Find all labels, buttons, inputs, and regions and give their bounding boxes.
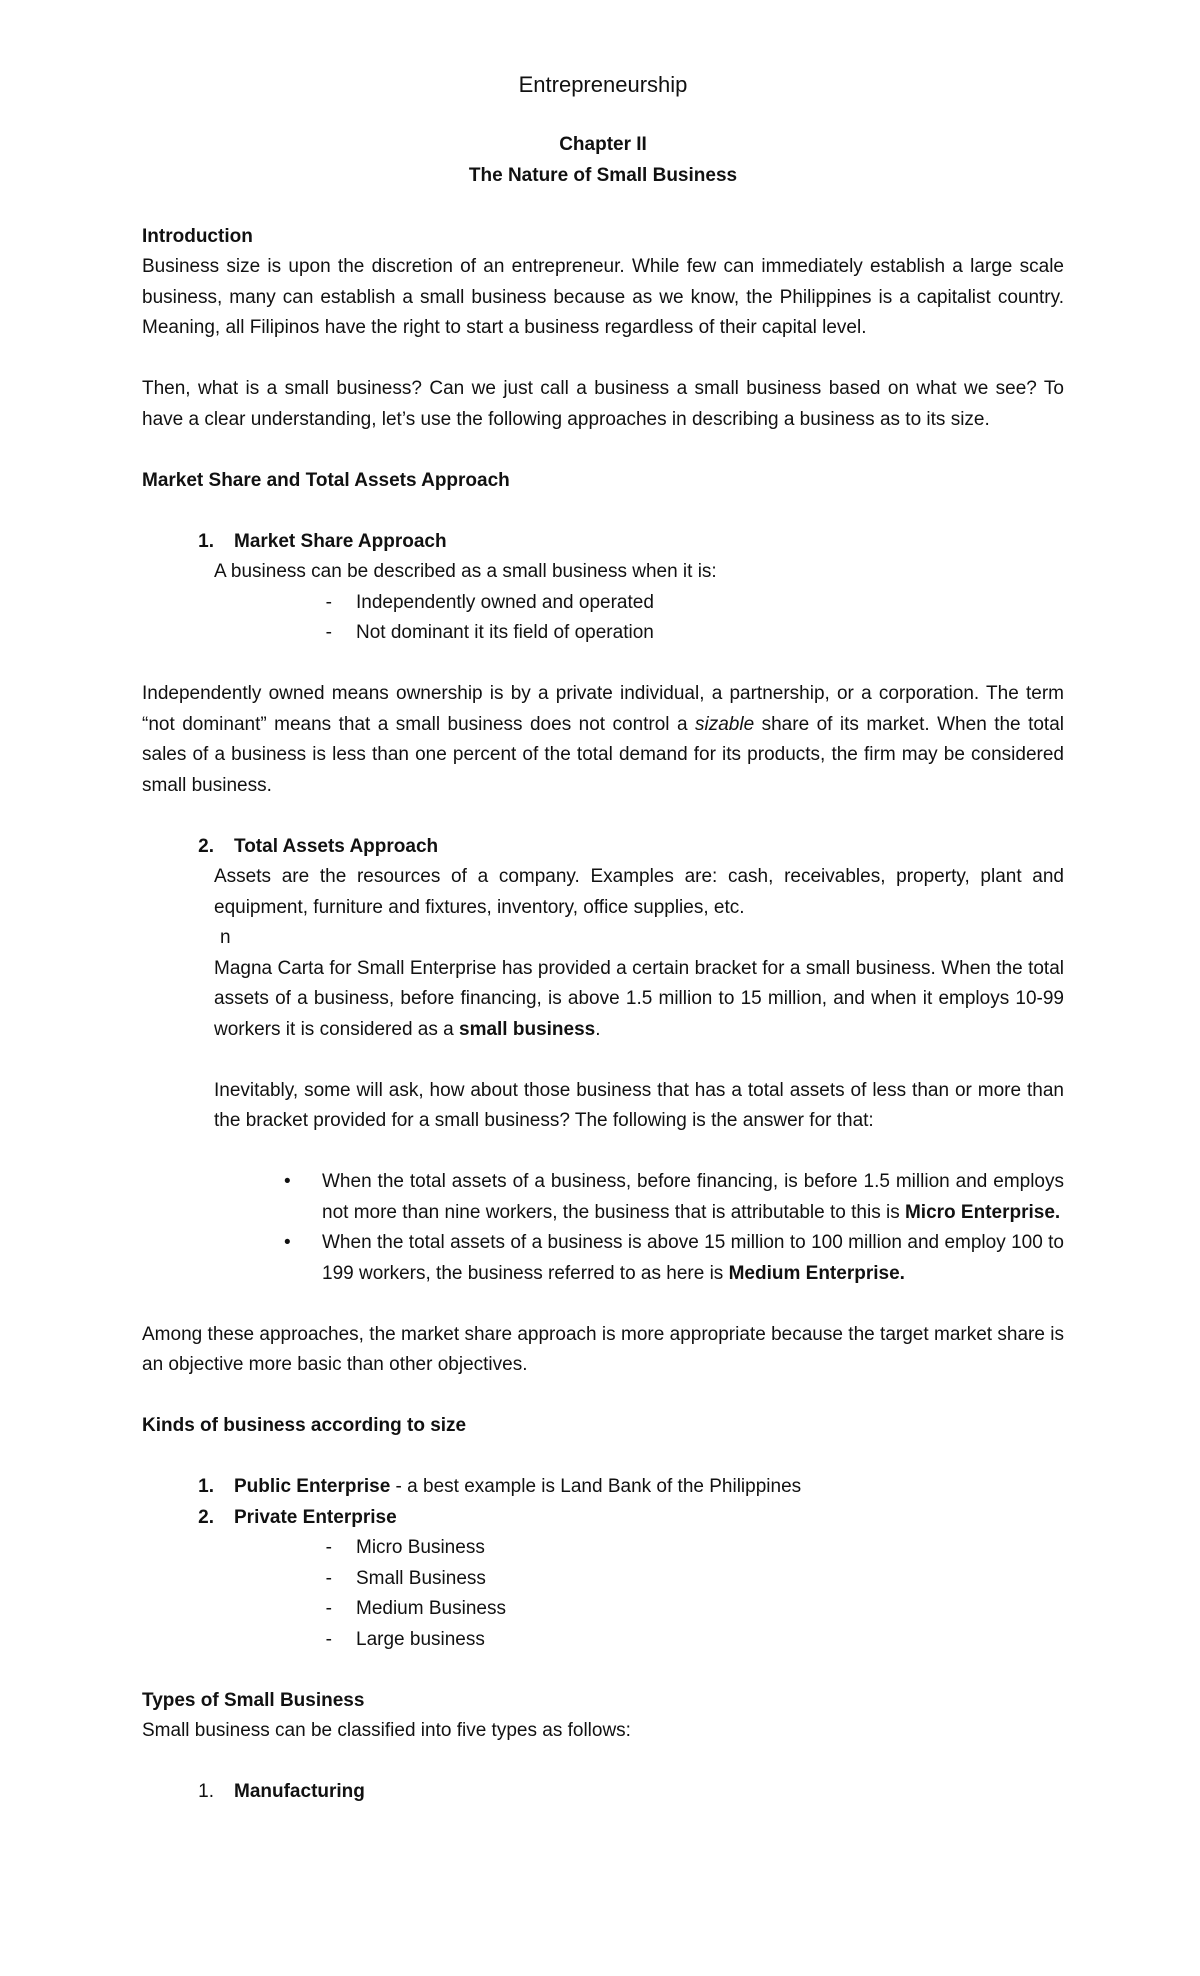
italic-word: sizable — [695, 713, 755, 735]
document-page — [142, 70, 1064, 1808]
dash-marker: - — [325, 1537, 332, 1558]
chapter-number: Chapter II — [559, 134, 647, 155]
list-number: 2. — [198, 835, 214, 857]
list-item — [142, 1594, 1064, 1625]
manufacturing-title: Manufacturing — [234, 1781, 365, 1802]
introduction-heading: Introduction — [142, 225, 253, 247]
bullet-marker: • — [284, 1232, 291, 1253]
public-enterprise-title: Public Enterprise — [234, 1476, 391, 1497]
dash-marker: - — [325, 1567, 332, 1589]
dash-marker: - — [325, 1628, 332, 1650]
magna-carta-paragraph: Magna Carta for Small Enterprise has provided a certain bracket for a small business. When the total assets of a business, before financing, is above 1.5 million to 15 million, and when it employs 10-99 workers it is considered as a small business. — [214, 957, 1064, 1040]
list-item — [142, 588, 1064, 619]
sub-item-text: Large business — [356, 1628, 485, 1650]
sub-item-text: Micro Business — [356, 1537, 485, 1558]
list-item — [142, 1564, 1064, 1595]
public-enterprise-item — [142, 1472, 1064, 1503]
list-item — [142, 618, 1064, 649]
private-enterprise-title: Private Enterprise — [234, 1506, 397, 1528]
approach-heading: Market Share and Total Assets Approach — [142, 469, 510, 491]
bold-term: Micro Enterprise. — [904, 1201, 1061, 1223]
bold-term: small business — [459, 1018, 596, 1040]
market-share-points — [142, 588, 1064, 649]
dash-marker: - — [325, 1598, 332, 1619]
list-item — [142, 1625, 1064, 1656]
kinds-heading: Kinds of business according to size — [142, 1415, 467, 1436]
point-text: Independently owned and operated — [356, 591, 654, 613]
introduction-paragraph-2: Then, what is a small business? Can we just call a business a small business based on what we see? To have a clear understanding, let’s use the following approaches in describing a business as to its size. — [142, 378, 1064, 430]
private-enterprise-sublist — [142, 1533, 1064, 1655]
inevitably-paragraph: Inevitably, some will ask, how about those business that has a total assets of less than or more than the bracket provided for a small business? The following is the answer for that: — [214, 1079, 1064, 1131]
public-enterprise-text: - a best example is Land Bank of the Philippines — [390, 1476, 802, 1497]
list-number: 1. — [198, 1476, 214, 1497]
dash-marker: - — [325, 591, 332, 613]
list-number: 1. — [198, 1781, 214, 1802]
market-share-title: Market Share Approach — [234, 530, 447, 552]
bold-term: Medium Enterprise. — [728, 1262, 905, 1284]
document-title: Entrepreneurship — [518, 72, 688, 97]
list-item: • When the total assets of a business, before financing, is before 1.5 million and employs not more than nine workers, the business that is attributable to this is Micro Enterprise. — [284, 1167, 1064, 1228]
stray-character: n — [220, 927, 231, 948]
independently-owned-paragraph: Independently owned means ownership is by a private individual, a partnership, or a corporation. The term “not dominant” means that a small business does not control a sizable share of its market. When the total sales of a business is less than one percent of the total demand for its products, the firm may be considered small business. — [142, 683, 1064, 796]
market-share-item — [142, 527, 1064, 558]
types-lead: Small business can be classified into five types as follows: — [142, 1720, 631, 1741]
list-number: 2. — [198, 1506, 214, 1528]
dash-marker: - — [325, 622, 332, 643]
introduction-paragraph-1: Business size is upon the discretion of an entrepreneur. While few can immediately establish a large scale business, many can establish a small business because as we know, the Philippines is a capitalist country. Meaning, all Filipinos have the right to start a business regardless of their capital level. — [142, 256, 1064, 338]
types-heading: Types of Small Business — [142, 1689, 365, 1711]
list-number: 1. — [198, 530, 214, 552]
bullet-marker: • — [284, 1171, 291, 1192]
enterprise-bullets — [284, 1167, 1064, 1289]
chapter-title: The Nature of Small Business — [468, 164, 738, 186]
assets-definition: Assets are the resources of a company. Examples are: cash, receivables, property, plant and equipment, furniture and fixtures, inventory, office supplies, etc. — [214, 866, 1064, 918]
sub-item-text: Medium Business — [356, 1598, 506, 1619]
point-text: Not dominant it its field of operation — [356, 622, 654, 643]
sub-item-text: Small Business — [356, 1567, 486, 1589]
conclusion-paragraph: Among these approaches, the market share approach is more appropriate because the target market share is an objective more basic than other objectives. — [142, 1323, 1064, 1375]
total-assets-title: Total Assets Approach — [234, 835, 439, 857]
list-item — [142, 1533, 1064, 1564]
market-share-lead: A business can be described as a small business when it is: — [214, 561, 717, 582]
total-assets-item — [142, 832, 1064, 863]
manufacturing-item — [142, 1777, 1064, 1808]
list-item: • When the total assets of a business is above 15 million to 100 million and employ 100 to 199 workers, the business referred to as here is Medium Enterprise. — [284, 1228, 1064, 1289]
private-enterprise-item — [142, 1503, 1064, 1534]
